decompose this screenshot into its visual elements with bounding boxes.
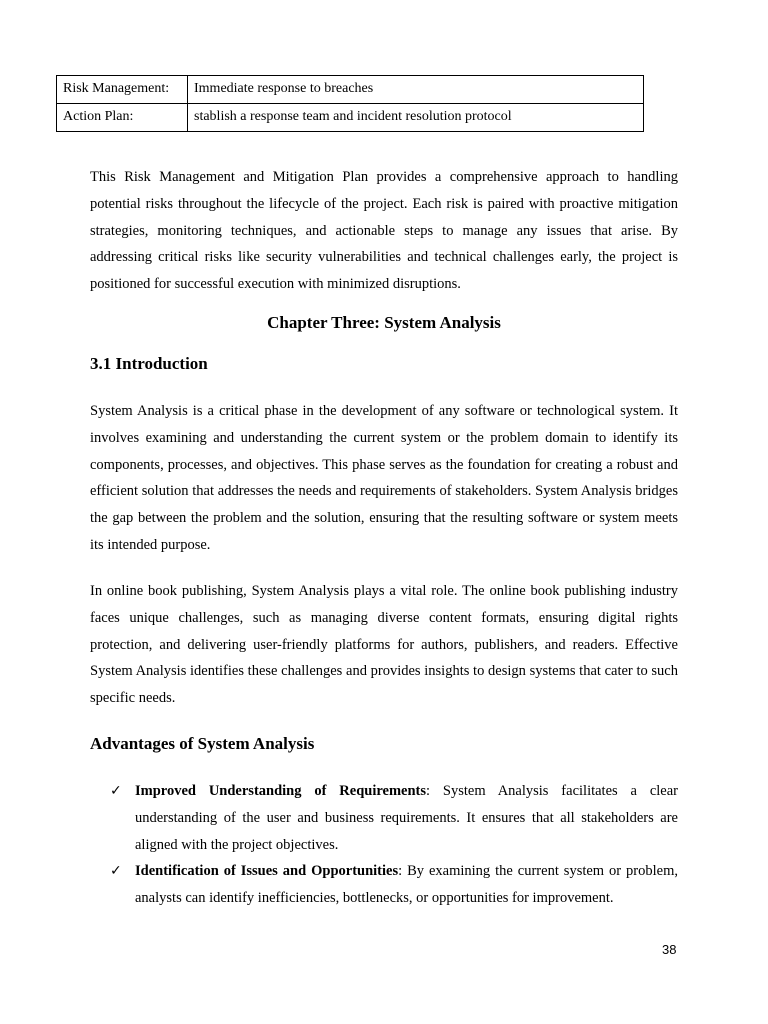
list-item-text: : By examining the current system or problem, analysts can identify inefficiencies, bottlenecks, or opportunities for improvement. <box>135 863 678 907</box>
advantages-list <box>110 778 678 912</box>
checkmark-icon: ✓ <box>110 863 122 880</box>
chapter-title: Chapter Three: System Analysis <box>267 313 501 332</box>
page-number: 38 <box>662 942 677 957</box>
table-row <box>57 76 644 104</box>
list-item-title: Identification of Issues and Opportunities <box>135 863 399 880</box>
advantages-heading: Advantages of System Analysis <box>90 734 315 753</box>
intro-paragraph-1: System Analysis is a critical phase in the development of any software or technological system. It involves examining and understanding the current system or the problem domain to identify its components, processes, and objectives. This phase serves as the foundation for creating a robust and efficient solution that addresses the needs and requirements of stakeholders. System Analysis bridges the gap between the problem and the solution, ensuring that the resulting software or system meets its intended purpose. <box>90 403 678 553</box>
list-item-text: : System Analysis facilitates a clear understanding of the user and business requirements. It ensures that all stakeholders are aligned with the project objectives. <box>135 783 678 853</box>
table-cell-label: Action Plan: <box>57 104 188 132</box>
risk-table <box>56 75 644 132</box>
checkmark-icon: ✓ <box>110 783 122 799</box>
list-item <box>110 778 678 858</box>
section-heading: 3.1 Introduction <box>90 354 208 373</box>
table-row <box>57 104 644 132</box>
list-item <box>110 858 678 912</box>
summary-paragraph: This Risk Management and Mitigation Plan provides a comprehensive approach to handling potential risks throughout the lifecycle of the project. Each risk is paired with proactive mitigation strategies, monitoring techniques, and actionable steps to manage any issues that arise. By addressing critical risks like security vulnerabilities and technical challenges early, the project is positioned for successful execution with minimized disruptions. <box>90 169 678 293</box>
table-cell-value: Immediate response to breaches <box>188 76 644 104</box>
table-cell-label: Risk Management: <box>57 76 188 104</box>
intro-paragraph-2: In online book publishing, System Analysis plays a vital role. The online book publishing industry faces unique challenges, such as managing diverse content formats, ensuring digital rights protection, and delivering user-friendly platforms for authors, publishers, and readers. Effective System Analysis identifies these challenges and provides insights to design systems that cater to such specific needs. <box>90 583 678 707</box>
table-cell-value: stablish a response team and incident resolution protocol <box>188 104 644 132</box>
list-item-title: Improved Understanding of Requirements <box>135 783 427 799</box>
